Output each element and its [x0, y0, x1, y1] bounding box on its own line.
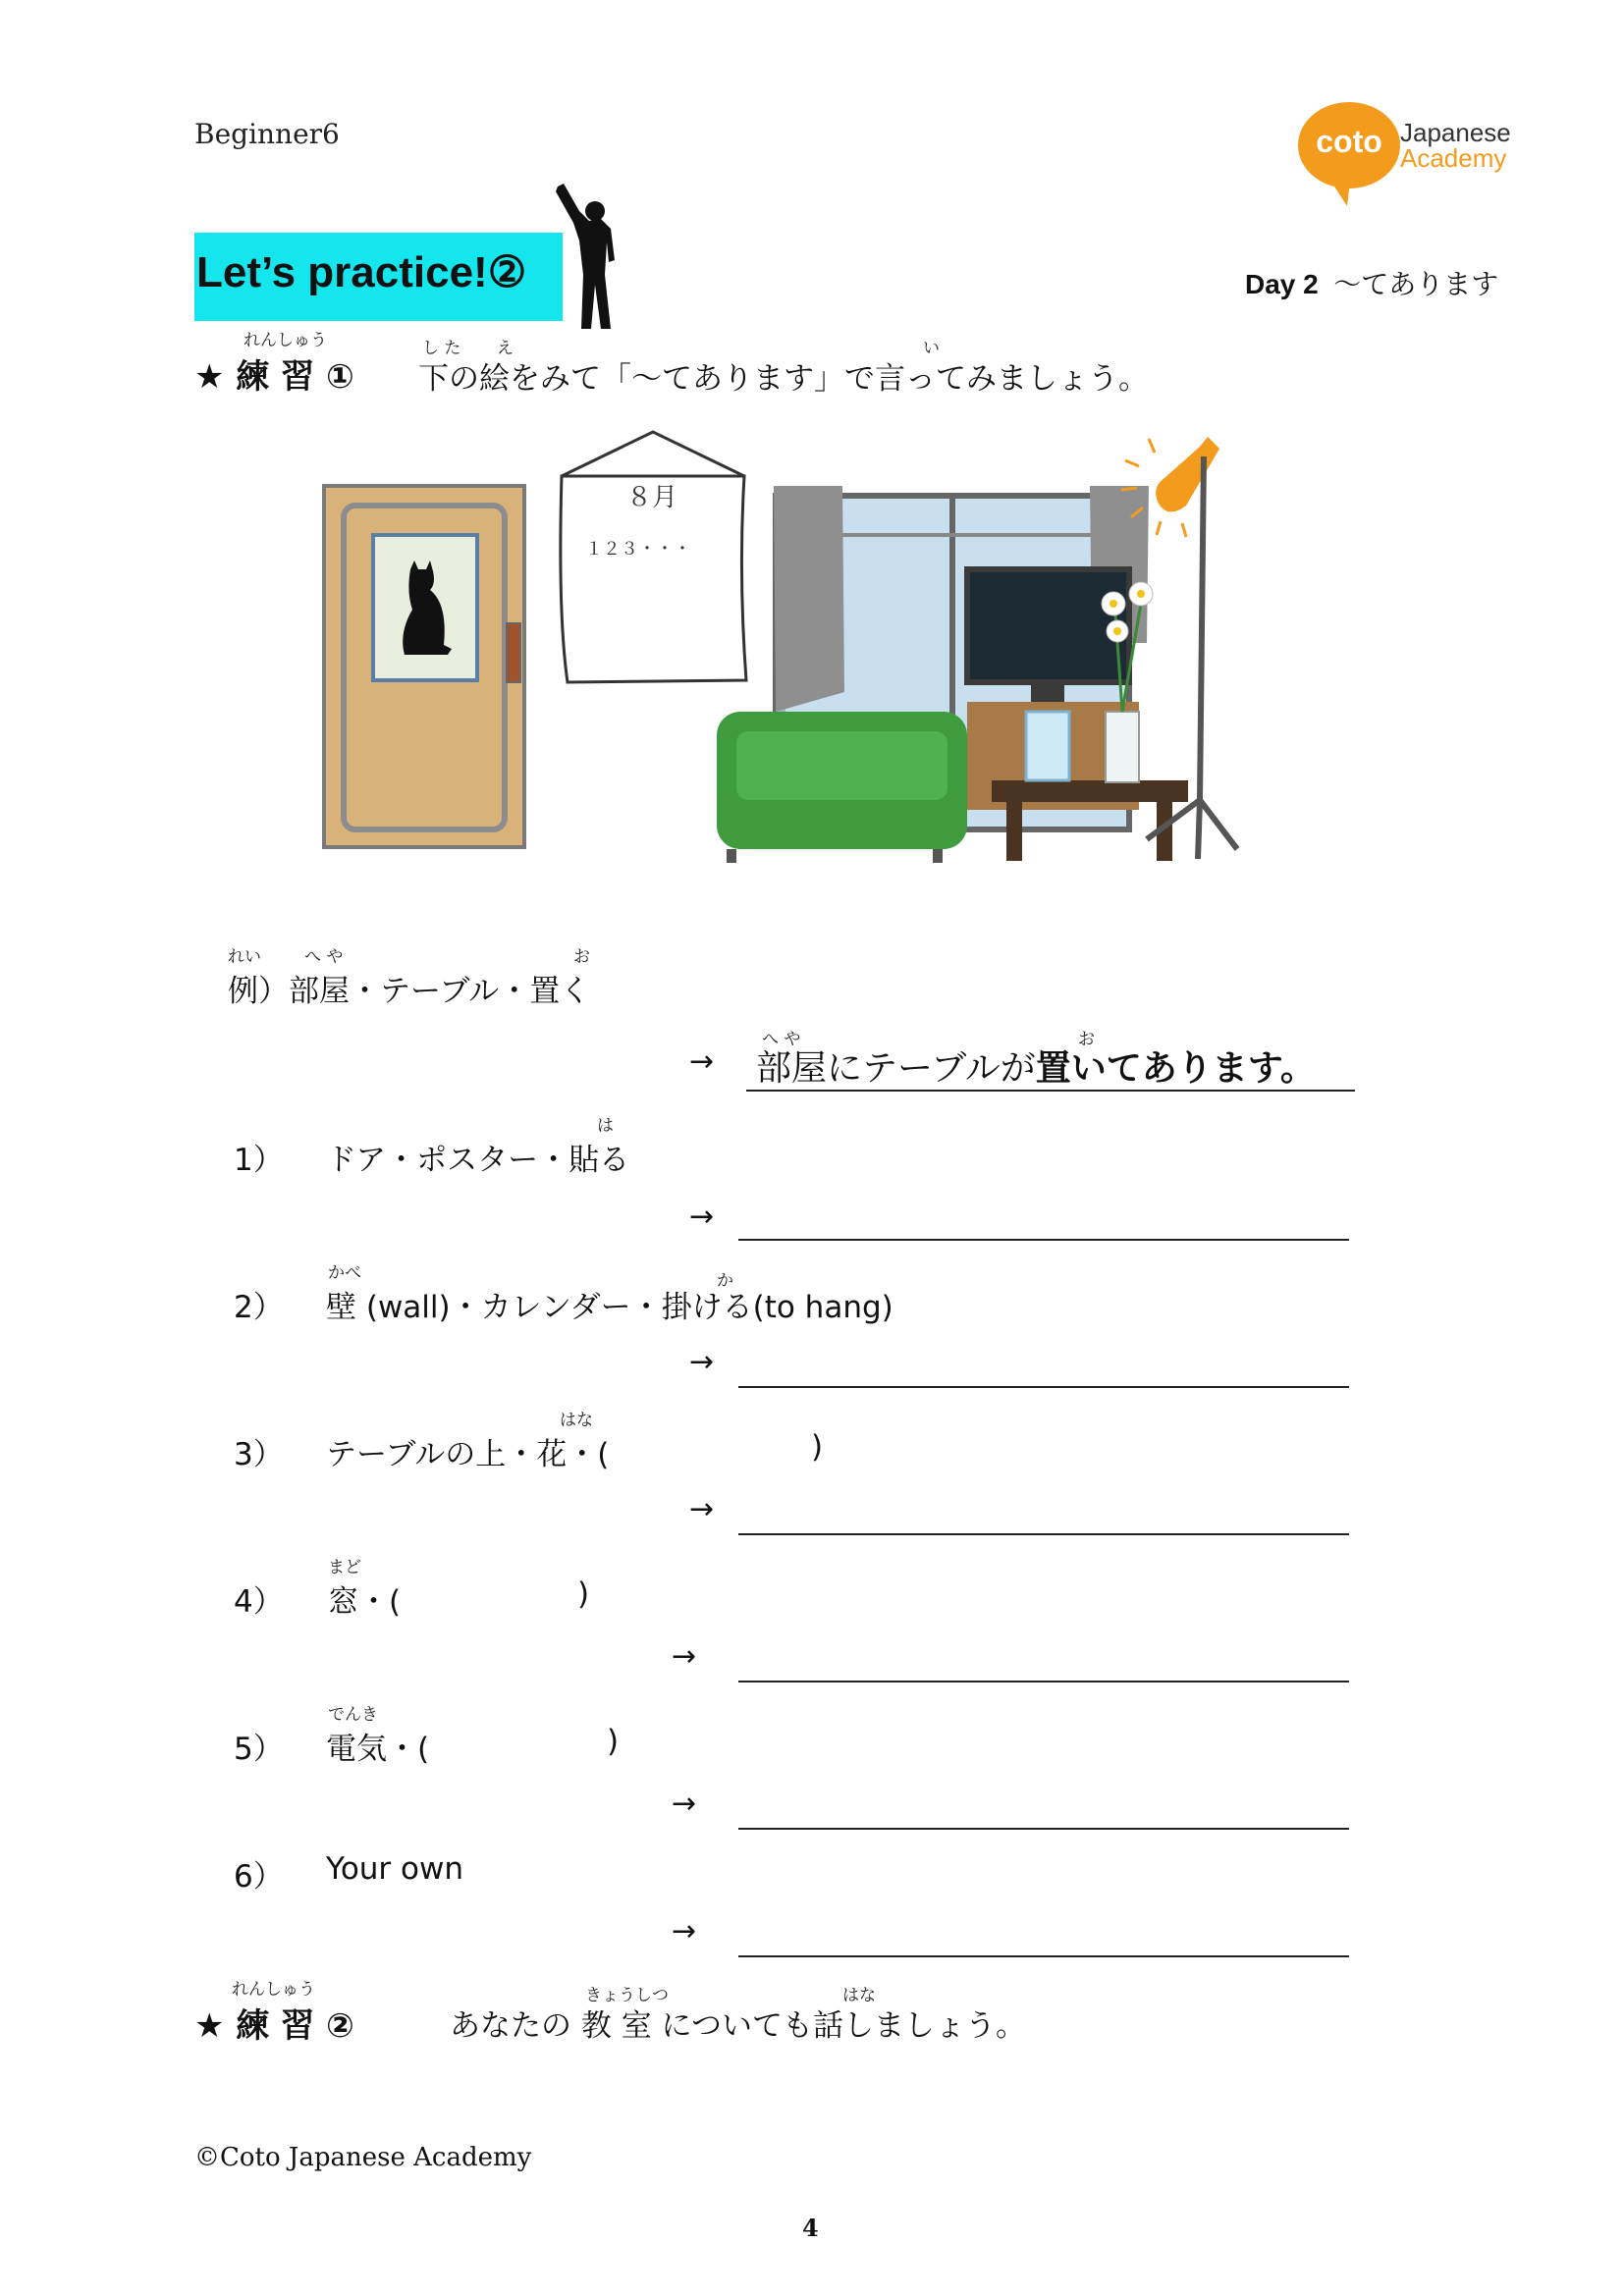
- exercise-1-ruby: は: [597, 1116, 614, 1136]
- exercise-2-arrow: →: [689, 1345, 715, 1379]
- exercise-4-close-paren: ): [577, 1576, 590, 1612]
- page-number: 4: [802, 2214, 819, 2242]
- exercise-5-arrow: →: [672, 1787, 697, 1821]
- instruction-ruby-shita: し た: [422, 339, 461, 358]
- exercise-3-prompt: テーブルの上・花・(: [326, 1437, 610, 1472]
- example-ruby-heya: へ や: [304, 947, 344, 967]
- logo-word: coto: [1316, 124, 1382, 159]
- practice1-title: ★ 練 習 ①: [194, 357, 354, 397]
- practice2-title: ★ 練 習 ②: [194, 2006, 354, 2046]
- exercise-5-number: 5）: [234, 1732, 284, 1767]
- exercise-2-number: 2）: [234, 1290, 284, 1325]
- exercise-5-prompt: 電気・(: [326, 1732, 430, 1767]
- day-label: [1245, 263, 1498, 302]
- cat-poster-icon: [373, 535, 477, 680]
- calendar-month: ８月: [626, 483, 678, 512]
- exercise-3-answer-line[interactable]: [738, 1533, 1349, 1535]
- pointing-person-icon: [550, 182, 628, 334]
- exercise-4-number: 4）: [234, 1584, 284, 1620]
- exercise-1-number: 1）: [234, 1143, 284, 1178]
- room-illustration: [314, 417, 1394, 869]
- exercise-6-prompt: Your own: [326, 1851, 463, 1887]
- exercise-3-close-paren: ): [811, 1429, 824, 1465]
- example-answer: [756, 1041, 1316, 1091]
- practice1-ruby: れんしゅう: [244, 331, 327, 350]
- exercise-3-number: 3）: [234, 1437, 284, 1472]
- exercise-5-ruby: でんき: [328, 1705, 378, 1725]
- exercise-5-answer-line[interactable]: [738, 1828, 1349, 1830]
- exercise-2-ruby2: か: [717, 1271, 733, 1291]
- exercise-4-answer-line[interactable]: [738, 1681, 1349, 1682]
- exercise-6-answer-line[interactable]: [738, 1955, 1349, 1957]
- left-curtain-icon: [774, 486, 844, 712]
- practice2-ruby: れんしゅう: [232, 1980, 315, 2000]
- banner-title: Let’s practice!②: [196, 248, 527, 296]
- exercise-5-close-paren: ): [607, 1724, 620, 1759]
- exercise-1-arrow: →: [689, 1200, 715, 1234]
- calendar-icon: [561, 432, 746, 682]
- example-answer-bold: 置いてあります。: [1035, 1048, 1316, 1089]
- example-arrow: →: [689, 1044, 715, 1079]
- answer-ruby-oku: お: [1078, 1030, 1095, 1049]
- exercise-3-ruby: はな: [560, 1411, 593, 1430]
- logo-line2: Academy: [1400, 143, 1507, 173]
- practice1-instruction: 下の絵をみて「～てあります」で言ってみましょう。: [418, 361, 1149, 397]
- logo-bubble-tail: [1326, 173, 1351, 206]
- exercise-4-ruby: まど: [328, 1558, 361, 1577]
- tv-icon: [967, 569, 1129, 702]
- practice2-ruby-kyoushitsu: きょうしつ: [585, 1986, 669, 2005]
- exercise-6-arrow: →: [672, 1914, 697, 1949]
- calendar-days: １２３・・・: [585, 539, 691, 560]
- logo-line1: Japanese: [1400, 118, 1511, 147]
- instruction-ruby-i: い: [923, 339, 940, 358]
- exercise-2-answer-line[interactable]: [738, 1386, 1349, 1388]
- exercise-1-prompt: ドア・ポスター・貼る: [326, 1143, 630, 1178]
- exercise-3-arrow: →: [689, 1492, 715, 1526]
- exercise-6-number: 6）: [234, 1859, 284, 1895]
- level-label: Beginner6: [194, 118, 340, 150]
- day-topic: ～てあります: [1333, 269, 1499, 299]
- example-underline: [746, 1090, 1355, 1092]
- copyright: ©Coto Japanese Academy: [194, 2143, 532, 2172]
- practice2-ruby-hana: はな: [842, 1986, 876, 2005]
- exercise-2-prompt: 壁 (wall)・カレンダー・掛ける(to hang): [326, 1290, 893, 1325]
- practice2-instruction: あなたの 教 室 についても話しましょう。: [450, 2008, 1026, 2044]
- example-ruby-rei: れい: [228, 947, 261, 967]
- example-answer-plain: 部屋にテーブルが: [756, 1048, 1036, 1089]
- example-prompt: 例）部屋・テーブル・置く: [228, 974, 591, 1009]
- glass-icon: [1026, 712, 1069, 780]
- day-number: Day 2: [1245, 269, 1319, 299]
- exercise-1-answer-line[interactable]: [738, 1239, 1349, 1241]
- sofa-icon: [717, 712, 967, 863]
- example-ruby-oku: お: [573, 947, 590, 967]
- exercise-2-ruby: かべ: [328, 1263, 361, 1283]
- exercise-4-arrow: →: [672, 1639, 697, 1674]
- instruction-ruby-e: え: [497, 339, 514, 358]
- exercise-4-prompt: 窓・(: [328, 1584, 402, 1620]
- answer-ruby-heya: へ や: [762, 1030, 801, 1049]
